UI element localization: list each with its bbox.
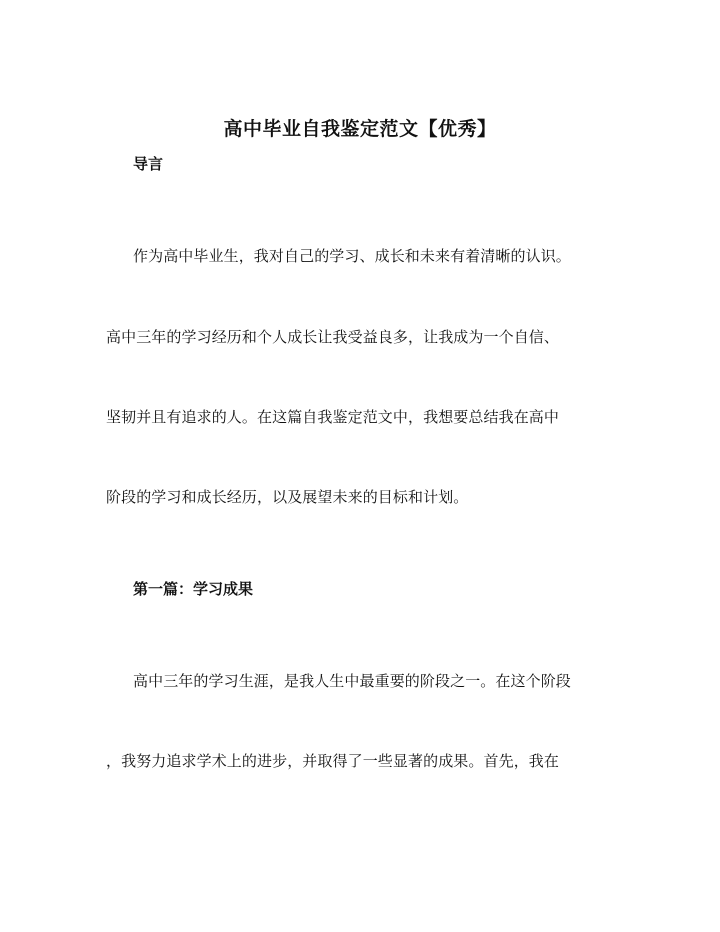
intro-line-4: 阶段的学习和成长经历，以及展望未来的目标和计划。 — [106, 488, 469, 506]
document-title: 高中毕业自我鉴定范文【优秀】 — [223, 118, 497, 140]
section1-heading: 第一篇：学习成果 — [133, 580, 254, 598]
intro-line-2: 高中三年的学习经历和个人成长让我受益良多，让我成为一个自信、 — [106, 328, 560, 346]
section1-line-1: 高中三年的学习生涯，是我人生中最重要的阶段之一。在这个阶段 — [133, 672, 571, 690]
intro-line-1: 作为高中毕业生，我对自己的学习、成长和未来有着清晰的认识。 — [133, 247, 571, 265]
intro-heading: 导言 — [133, 155, 164, 173]
section1-line-2: ，我努力追求学术上的进步，并取得了一些显著的成果。首先，我在 — [106, 752, 560, 770]
intro-line-3: 坚韧并且有追求的人。在这篇自我鉴定范文中，我想要总结我在高中 — [106, 408, 560, 426]
